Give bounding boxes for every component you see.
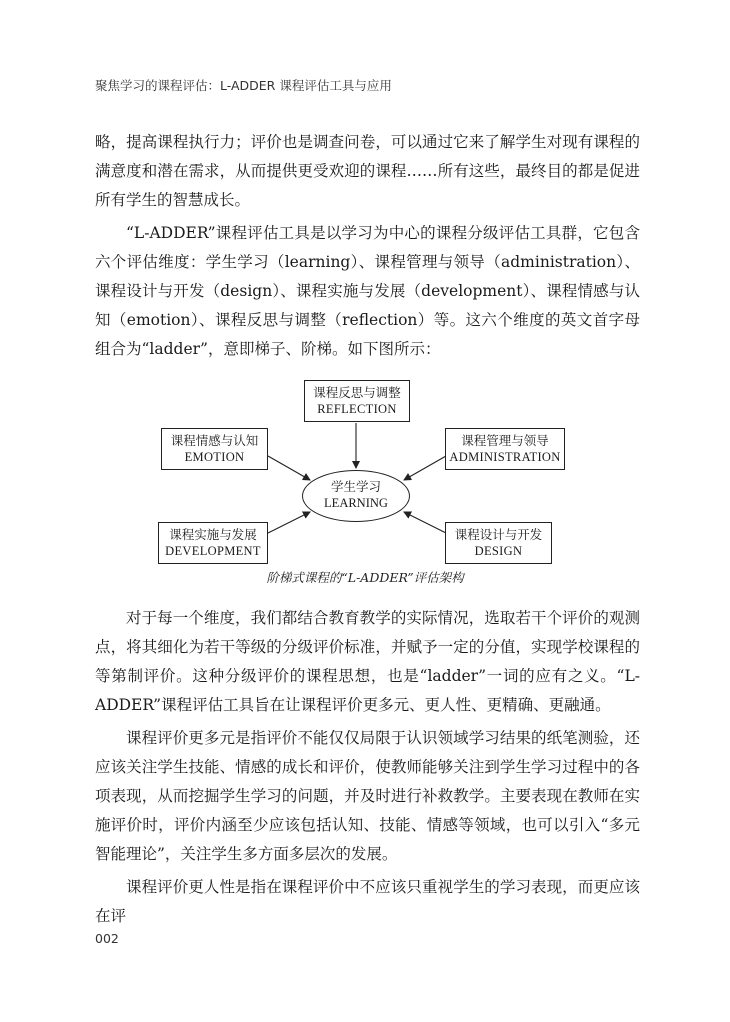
paragraph: 对于每一个维度，我们都结合教育教学的实际情况，选取若干个评价的观测点，将其细化为若干等级的分级评价标准，并赋予一定的分值，实现学校课程的等第制评价。这种分级评价的课程思想，也是“ladder”一词的应有之义。“L-ADDER”课程评估工具旨在让课程评价更多元、更人性、更精确、更融通。 [95,609,640,714]
label-en: REFLECTION [317,402,397,416]
label-en: DESIGN [474,544,523,558]
label-zh: 课程设计与开发 [454,527,543,542]
arrow-administration [404,456,446,480]
box-reflection [304,380,410,422]
page-number: 002 [95,931,119,946]
arrow-design [404,512,446,533]
label-zh: 课程情感与认知 [170,433,259,448]
arrow-emotion [268,456,310,480]
text-block-top [95,128,640,364]
label-en: ADMINISTRATION [449,450,561,464]
label-zh: 课程实施与发展 [169,527,257,542]
paragraph: 略，提高课程执行力；评价也是调查问卷，可以通过它来了解学生对现有课程的满意度和潜在需求，从而提供更受欢迎的课程……所有这些，最终目的都是促进所有学生的智慧成长。 [95,133,640,209]
label-zh: 课程管理与领导 [461,433,549,448]
box-emotion [161,428,268,470]
box-development [158,522,268,564]
label-en: LEARNING [324,496,388,510]
box-administration [445,428,565,470]
running-head: 聚焦学习的课程评估：L-ADDER 课程评估工具与应用 [95,78,392,93]
ladder-diagram [158,376,578,568]
arrow-development [268,512,310,533]
paragraph: “L-ADDER”课程评估工具是以学习为中心的课程分级评估工具群，它包含六个评估维度：学生学习（learning）、课程管理与领导（administration）、课程设计与开发（design）、课程实施与发展（development）、课程情感与认知（emotion）、课程反思与调整（reflection）等。这六个维度的英文首字母组合为“ladder”，意即梯子、阶梯。如下图所示： [95,224,640,358]
paragraph: 课程评价更人性是指在课程评价中不应该只重视学生的学习表现，而更应该在评 [95,878,640,925]
label-en: EMOTION [184,450,245,464]
label-zh: 课程反思与调整 [313,385,401,400]
text-block-bottom [95,604,640,931]
box-design [445,522,552,564]
figure-caption: 阶梯式课程的“L-ADDER”评估架构 [266,570,464,585]
ellipse-learning [302,470,410,522]
label-en: DEVELOPMENT [165,544,261,558]
label-zh: 学生学习 [330,479,381,494]
paragraph: 课程评价更多元是指评价不能仅仅局限于认识领域学习结果的纸笔测验，还应该关注学生技能、情感的成长和评价，使教师能够关注到学生学习过程中的各项表现，从而挖掘学生学习的问题，并及时进行补救教学。主要表现在教师在实施评价时，评价内涵至少应该包括认知、技能、情感等领域，也可以引入“多元智能理论”，关注学生多方面多层次的发展。 [95,729,640,863]
